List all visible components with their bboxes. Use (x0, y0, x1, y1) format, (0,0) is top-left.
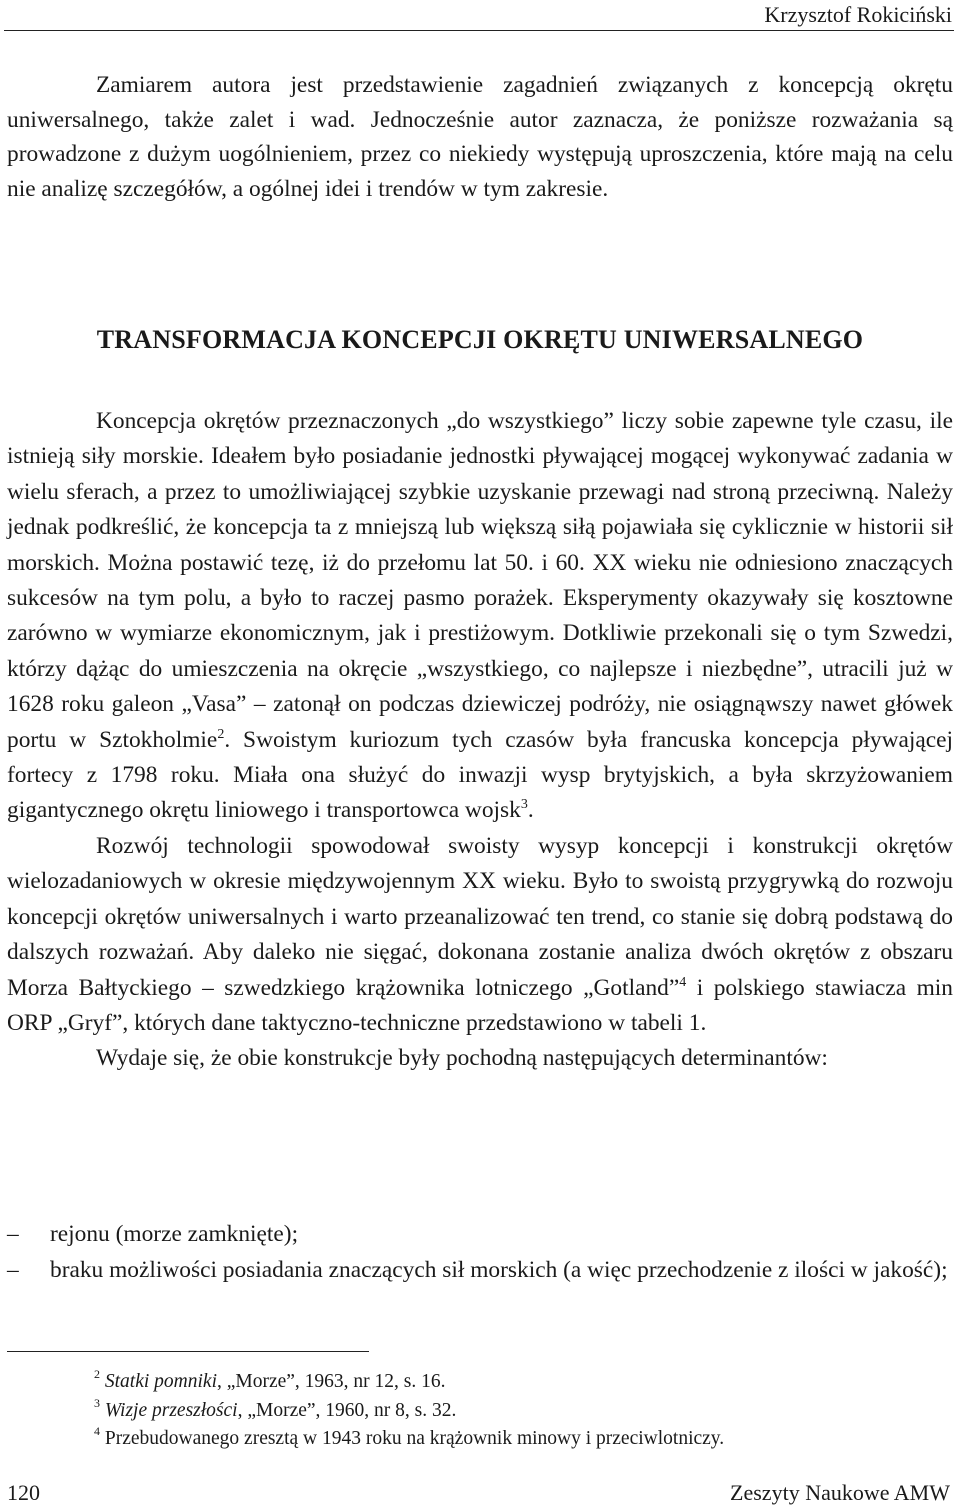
list-item-text: rejonu (morze zamknięte); (50, 1221, 299, 1247)
determinants-list (7, 1216, 953, 1288)
paragraph-2 (7, 829, 953, 1041)
footnote-divider (7, 1351, 369, 1352)
paragraph-3: Wydaje się, że obie konstrukcje były pochodną następujących determinantów: (96, 1045, 828, 1072)
list-dash: – (7, 1221, 19, 1247)
page-number: 120 (7, 1480, 40, 1505)
intro-paragraph: Zamiarem autora jest przedstawienie zagadnień związanych z koncepcją okrętu uniwersalnego, także zalet i wad. Jednocześnie autor zaznacza, że poniższe rozważania są prowadzone z dużym uogólnieniem, przez co niekiedy występują uproszczenia, które mają na celu nie analizę szczegółów, a ogólnej idei i trendów w tym zakresie. (7, 72, 953, 202)
footnote-ref-4: 4 (679, 974, 687, 990)
paragraph-1-part-a: Koncepcja okrętów przeznaczonych „do wszystkiego” liczy sobie zapewne tyle czasu, ile istnieją siły morskie. Ideałem było posiadanie jednostki pływającej mogącej wykonywać zadania w wielu sferach, a przez to umożliwiającej szybkie uzyskanie przewagi nad stroną przeciwną. Należy jednak podkreślić, że koncepcja ta z mniejszą lub większą siłą pojawiała się cyklicznie w historii sił morskich. Można postawić tezę, iż do przełomu lat 50. i 60. XX wieku nie odniesiono znaczących sukcesów na tym polu, a było to raczej pasmo porażek. Eksperymenty okazywały się kosztowne zarówno w wymiarze ekonomicznym, jak i prestiżowym. Dotkliwie przekonali się o tym Szwedzi, którzy dążąc do umieszczenia na okręcie „wszystkiego, co najlepsze i niezbędne”, utracili już w 1628 roku galeon „Vasa” – zatonął on podczas dziewiczej podróży, nie osiągnąwszy nawet główek portu w Sztokholmie (7, 408, 953, 753)
footnote-number: 2 (94, 1367, 100, 1381)
section-heading: TRANSFORMACJA KONCEPCJI OKRĘTU UNIWERSALNEGO (96, 325, 864, 354)
paragraph-2-part-b: i polskiego stawiacza min ORP „Gryf”, których dane taktyczno-techniczne przedstawiono w tabeli 1. (7, 974, 953, 1036)
footnote-title: Wizje przeszłości (104, 1399, 238, 1421)
list-item-text: braku możliwości posiadania znaczących sił morskich (a więc przechodzenie z ilości w jakość); (50, 1257, 948, 1283)
list-dash: – (7, 1257, 19, 1283)
header-divider (4, 30, 954, 31)
footnote-text: , „Morze”, 1960, nr 8, s. 32. (237, 1399, 457, 1421)
paragraph-1 (7, 404, 953, 829)
footnote-number: 4 (94, 1424, 100, 1438)
footnotes (94, 1368, 954, 1454)
list-item (7, 1252, 953, 1288)
paragraph-2-part-a: Rozwój technologii spowodował swoisty wysyp koncepcji i konstrukcji okrętów wielozadaniowych w okresie międzywojennym XX wieku. Było to swoistą przygrywką do rozwoju koncepcji okrętów uniwersalnych i warto przeanalizować ten trend, co stanie się dobrą podstawą do dalszych rozważań. Aby daleko nie sięgać, dokonana zostanie analiza dwóch okrętów z obszaru Morza Bałtyckiego – szwedzkiego krążownika lotniczego „Gotland” (7, 832, 953, 1001)
header-author: Krzysztof Rokiciński (764, 2, 952, 27)
footnote-title: Statki pomniki (104, 1371, 217, 1392)
footnote-number: 3 (94, 1395, 100, 1410)
footnote (94, 1397, 954, 1426)
paragraph-1-part-b: . Swoistym kuriozum tych czasów była francuska koncepcja pływającej fortecy z 1798 roku. Miała ona służyć do inwazji wysp brytyjskich, a była skrzyżowaniem gigantycznego okrętu liniowego i transportowca wojsk (7, 726, 953, 824)
footnote (94, 1425, 954, 1454)
list-item (7, 1216, 953, 1252)
intro-section (7, 68, 953, 206)
journal-name: Zeszyty Naukowe AMW (730, 1480, 950, 1505)
footnote-ref-2: 2 (217, 726, 225, 742)
footnote-text: , „Morze”, 1963, nr 12, s. 16. (216, 1371, 446, 1392)
footnote-ref-3: 3 (520, 797, 528, 813)
footnote (94, 1368, 954, 1397)
paragraph-1-part-c: . (527, 797, 534, 824)
footnote-text: Przebudowanego zresztą w 1943 roku na krążownik minowy i przeciwlotniczy. (104, 1428, 725, 1449)
main-section (7, 404, 953, 1077)
